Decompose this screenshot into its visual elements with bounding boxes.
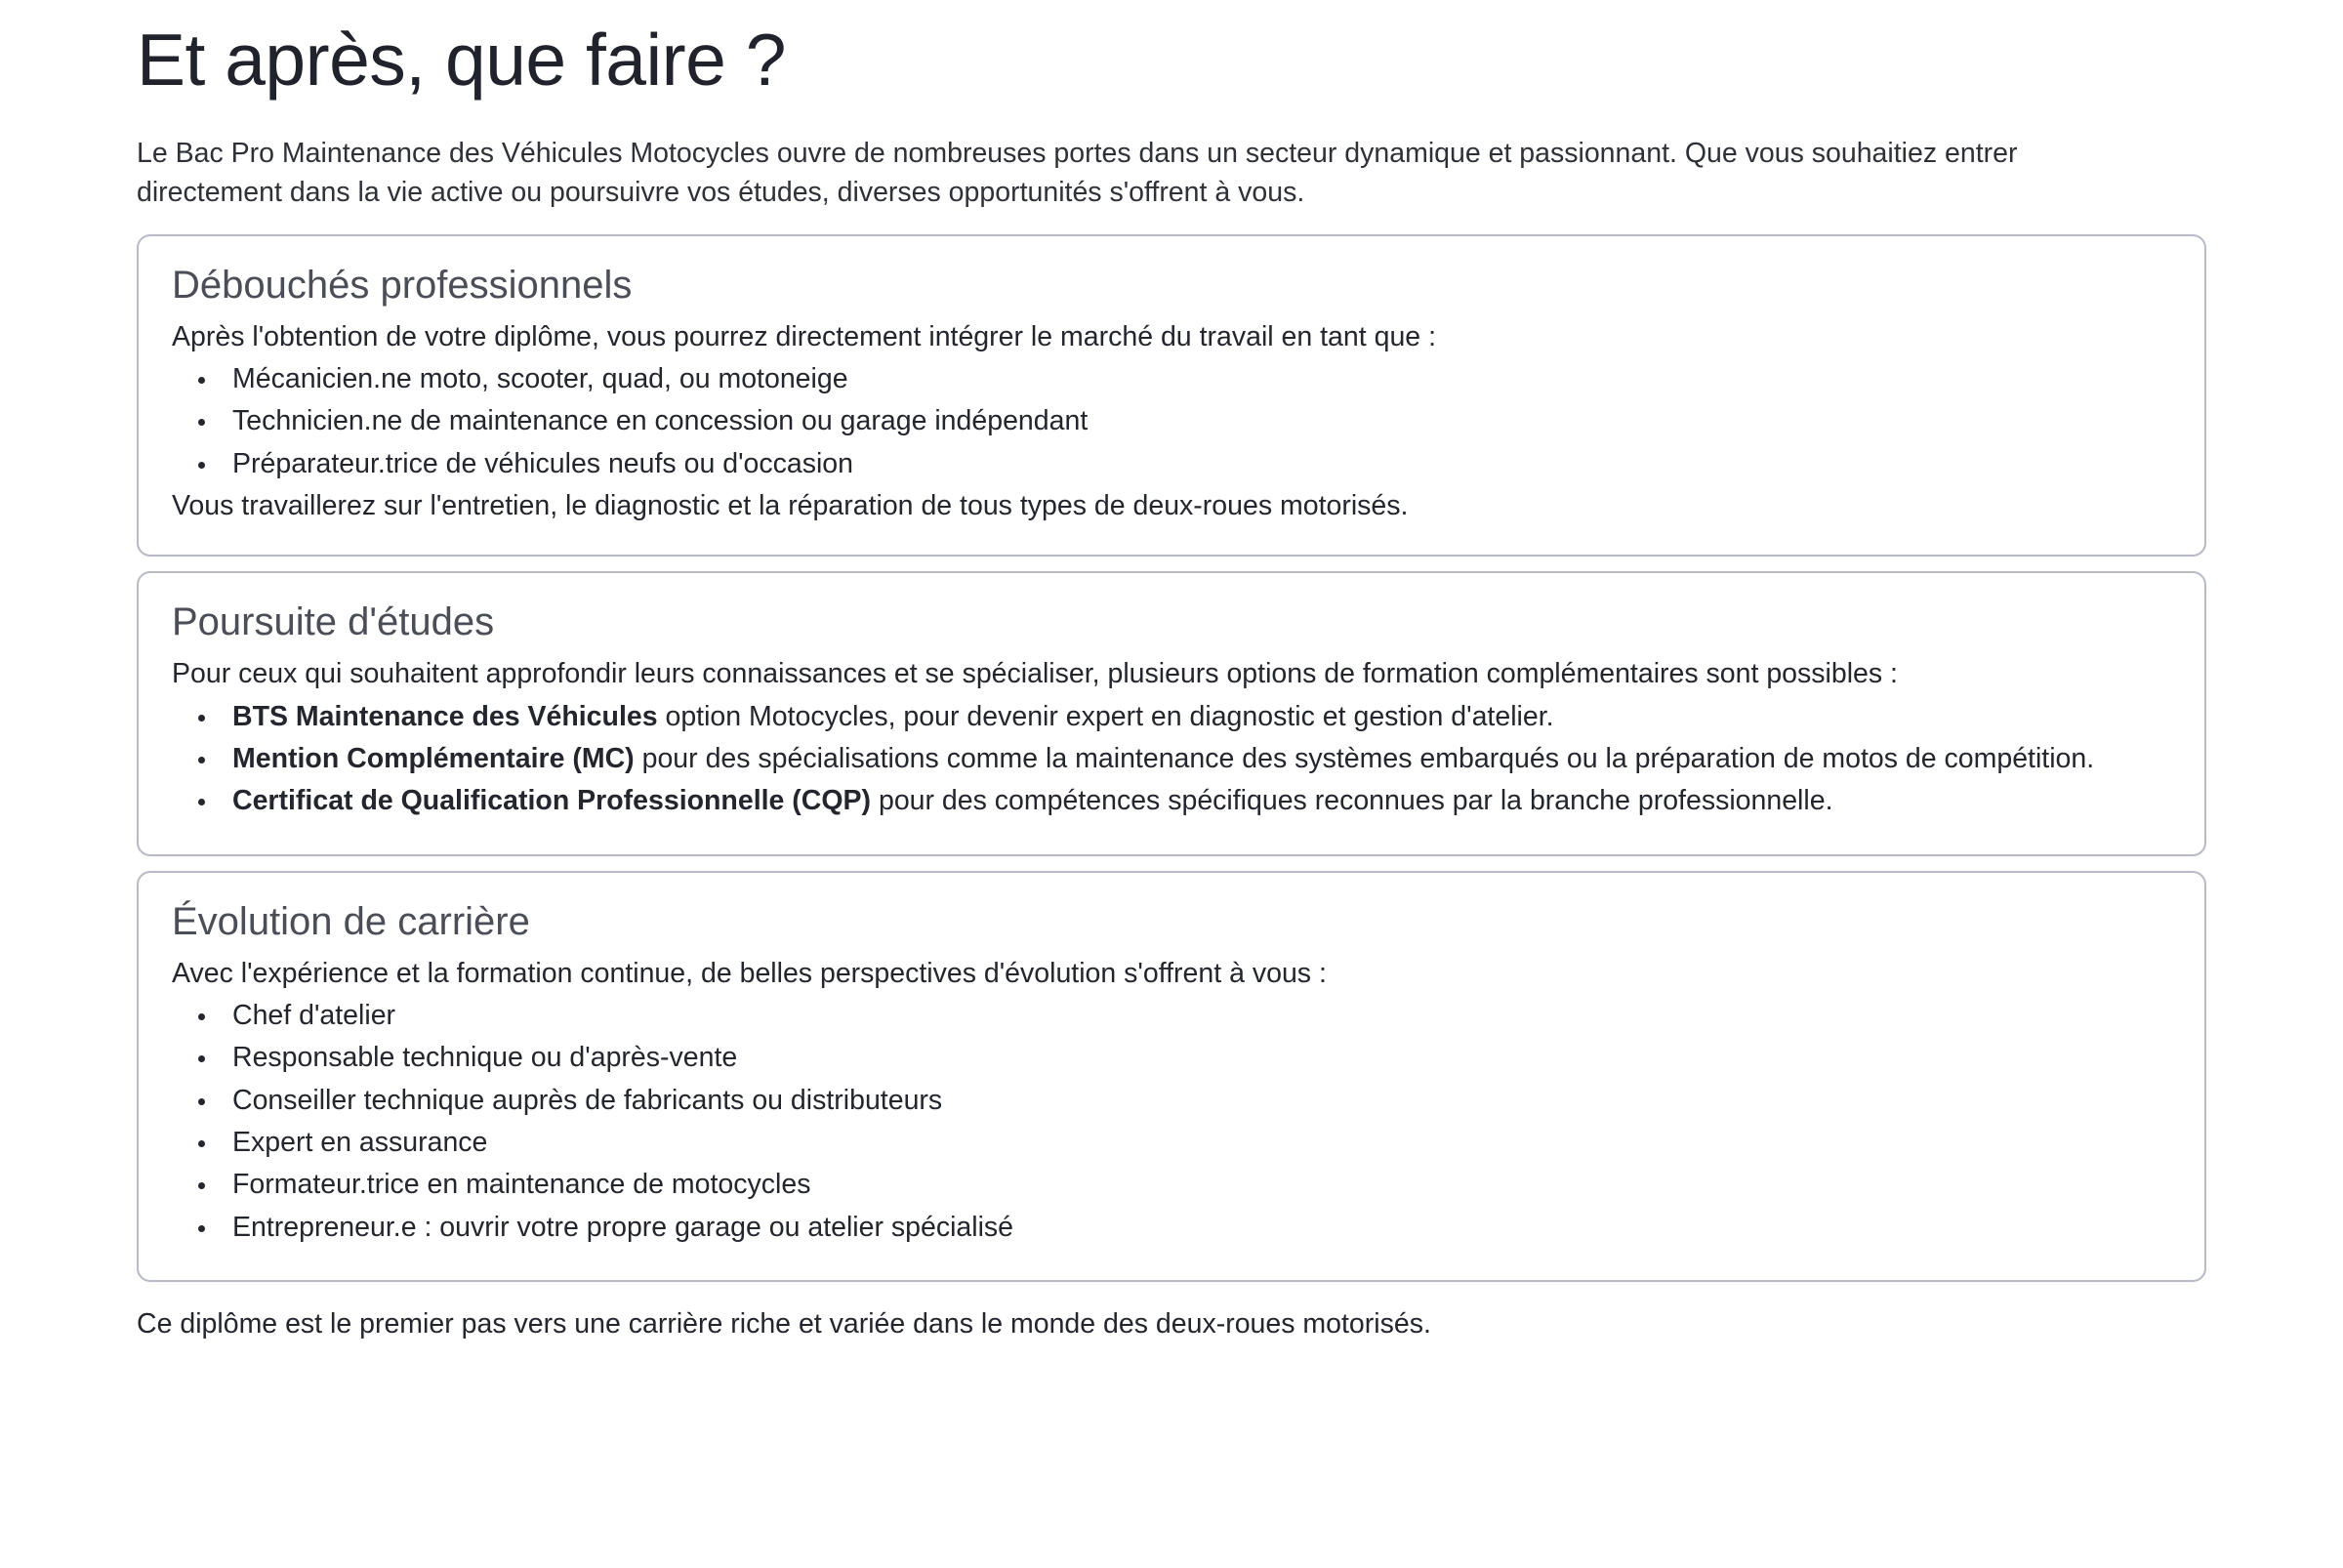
card-title: Poursuite d'études [172, 600, 495, 644]
cards-container [137, 234, 2206, 1282]
card-footer-text: Vous travaillerez sur l'entretien, le diagnostic et la réparation de tous types de deux-roues motorisés. [172, 490, 1409, 521]
list-item [172, 698, 2171, 736]
card-poursuite-etudes [137, 571, 2206, 855]
card-bullet-list [172, 997, 2171, 1247]
list-item-label: Conseiller technique auprès de fabricants ou distributeurs [232, 1084, 943, 1116]
list-item [172, 1124, 2171, 1162]
card-title: Évolution de carrière [172, 899, 530, 943]
list-item [172, 402, 2171, 440]
list-item-label: pour des spécialisations comme la maintenance des systèmes embarqués ou la préparation de motos de compétition. [634, 742, 2095, 774]
card-lead-text: Après l'obtention de votre diplôme, vous pourrez directement intégrer le marché du travail en tant que : [172, 320, 1436, 352]
card-evolution-carriere [137, 871, 2206, 1282]
card-debouches-professionnels [137, 234, 2206, 557]
list-item [172, 997, 2171, 1035]
card-title: Débouchés professionnels [172, 263, 633, 307]
intro-paragraph: Le Bac Pro Maintenance des Véhicules Motocycles ouvre de nombreuses portes dans un secteur dynamique et passionnant. Que vous souhaitiez entrer directement dans la vie active ou poursuivre vos études, diverses opportunités s'offrent à vous. [137, 137, 2018, 209]
card-bullet-list [172, 360, 2171, 483]
list-item [172, 1166, 2171, 1204]
list-item-label: Responsable technique ou d'après-vente [232, 1042, 738, 1074]
list-item [172, 1082, 2171, 1120]
list-item-label: Entrepreneur.e : ouvrir votre propre garage ou atelier spécialisé [232, 1211, 1014, 1243]
list-item-label: Chef d'atelier [232, 999, 396, 1031]
list-item-label: pour des compétences spécifiques reconnues par la branche professionnelle. [871, 785, 1833, 817]
list-item-emphasis: Mention Complémentaire (MC) [232, 742, 635, 774]
list-item-emphasis: Certificat de Qualification Professionnelle (CQP) [232, 785, 872, 817]
closing-paragraph: Ce diplôme est le premier pas vers une carrière riche et variée dans le monde des deux-roues motorisés. [137, 1307, 1431, 1340]
list-item [172, 445, 2171, 483]
list-item [172, 740, 2171, 778]
list-item-label: Technicien.ne de maintenance en concession ou garage indépendant [232, 405, 1089, 437]
page-title: Et après, que faire ? [137, 19, 786, 101]
list-item-label: Préparateur.trice de véhicules neufs ou d'occasion [232, 447, 853, 479]
list-item [172, 1209, 2171, 1247]
card-bullet-list [172, 698, 2171, 821]
list-item [172, 1039, 2171, 1077]
list-item [172, 360, 2171, 398]
list-item-label: Formateur.trice en maintenance de motocycles [232, 1169, 811, 1201]
card-lead-text: Pour ceux qui souhaitent approfondir leurs connaissances et se spécialiser, plusieurs options de formation complémentaires sont possibles : [172, 658, 1898, 690]
list-item [172, 782, 2171, 820]
list-item-label: Expert en assurance [232, 1126, 488, 1158]
card-lead-text: Avec l'expérience et la formation continue, de belles perspectives d'évolution s'offrent à vous : [172, 957, 1327, 989]
list-item-label: Mécanicien.ne moto, scooter, quad, ou motoneige [232, 363, 848, 395]
list-item-emphasis: BTS Maintenance des Véhicules [232, 700, 658, 732]
list-item-label: option Motocycles, pour devenir expert en diagnostic et gestion d'atelier. [657, 700, 1554, 732]
